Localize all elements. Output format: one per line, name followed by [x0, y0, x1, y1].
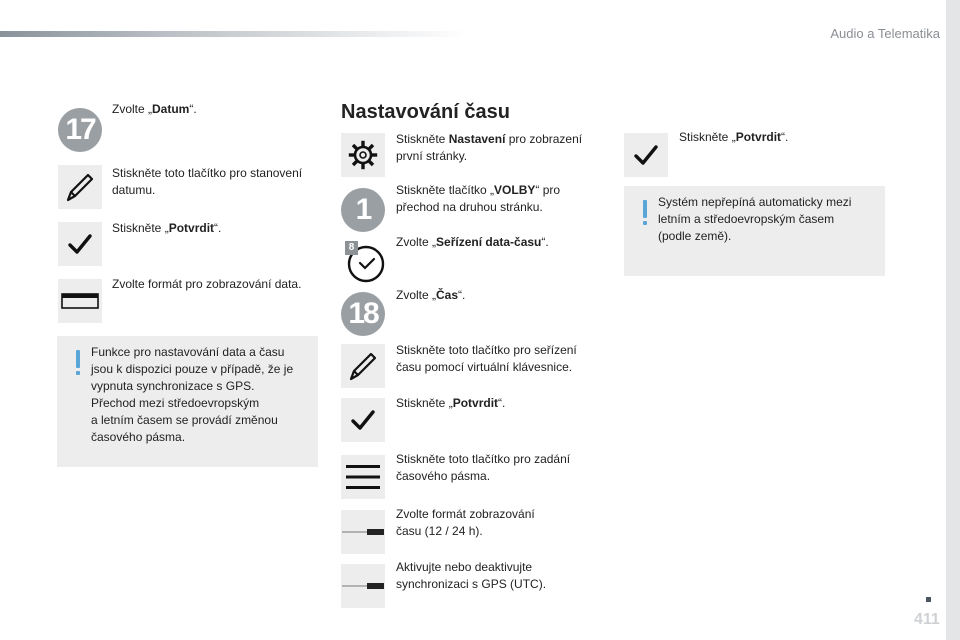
- info-box-date: [57, 336, 318, 467]
- time-format-toggle[interactable]: [341, 510, 385, 554]
- section-title: Audio a Telematika: [830, 26, 940, 41]
- info-text-date: Funkce pro nastavování data a času jsou k dispozici pouze v případě, že je vypnuta synchronizace s GPS. Přechod mezi středoevropským a letním časem se provádí změnou časového pásma.: [91, 345, 294, 444]
- page-edge-strip: [946, 0, 960, 640]
- gps-sync-instruction: Aktivujte nebo deaktivujte synchronizaci s GPS (UTC).: [396, 560, 547, 591]
- confirm-final-button[interactable]: [624, 133, 668, 177]
- time-zone-button[interactable]: [341, 455, 385, 499]
- pencil-icon: [345, 348, 381, 384]
- checkmark-icon: [633, 142, 659, 168]
- menu-badge: 8: [345, 241, 358, 255]
- confirm-button[interactable]: [58, 222, 102, 266]
- confirm-time-button[interactable]: [341, 398, 385, 442]
- confirm-time-instruction: Stiskněte „Potvrdit“.: [396, 396, 506, 410]
- header-gradient-bar: [0, 31, 470, 37]
- gps-sync-toggle[interactable]: [341, 564, 385, 608]
- clock-settings-button[interactable]: [341, 239, 387, 285]
- info-icon: [76, 350, 80, 368]
- edit-date-instruction: Stiskněte toto tlačítko pro stanovení datumu.: [112, 166, 303, 197]
- edit-time-instruction: Stiskněte toto tlačítko pro seřízení času pomocí virtuální klávesnice.: [396, 343, 577, 374]
- info-icon: [643, 200, 647, 218]
- info-text-time: Systém nepřepíná automaticky mezi letním a středoevropským časem (podle země).: [658, 195, 852, 243]
- info-icon-dot: [76, 371, 80, 375]
- pencil-icon: [62, 169, 98, 205]
- info-icon-dot: [643, 221, 647, 225]
- confirm-instruction: Stiskněte „Potvrdit“.: [112, 221, 222, 235]
- checkmark-icon: [67, 231, 93, 257]
- date-format-instruction: Zvolte formát pro zobrazování data.: [112, 277, 302, 291]
- gear-icon: [348, 140, 378, 170]
- edit-time-button[interactable]: [341, 344, 385, 388]
- date-format-selector[interactable]: [58, 279, 102, 323]
- confirm-final-instruction: Stiskněte „Potvrdit“.: [679, 130, 789, 144]
- page-number: 411: [914, 611, 940, 628]
- toggle-switch-icon: [341, 581, 385, 591]
- settings-instruction: Stiskněte Nastavení pro zobrazení první stránky.: [396, 132, 583, 163]
- step-1-text: Stiskněte tlačítko „VOLBY“ pro přechod na druhou stránku.: [396, 183, 561, 214]
- step-17-badge: 17: [58, 108, 102, 152]
- page-marker: [926, 597, 931, 602]
- page-title: Nastavování času: [341, 101, 510, 123]
- edit-button[interactable]: [58, 165, 102, 209]
- step-18-badge: 18: [341, 292, 385, 336]
- step-17-text: Zvolte „Datum“.: [112, 102, 197, 116]
- step-1-badge: 1: [341, 188, 385, 232]
- settings-button[interactable]: [341, 133, 385, 177]
- toggle-switch-icon: [341, 527, 385, 537]
- clock-settings-instruction: Zvolte „Seřízení data-času“.: [396, 235, 549, 249]
- info-box-time: [624, 186, 885, 276]
- time-zone-instruction: Stiskněte toto tlačítko pro zadání časového pásma.: [396, 452, 571, 483]
- format-bar-icon: [61, 293, 99, 309]
- checkmark-icon: [350, 407, 376, 433]
- time-format-instruction: Zvolte formát zobrazování času (12 / 24 h).: [396, 507, 535, 538]
- step-18-text: Zvolte „Čas“.: [396, 288, 466, 302]
- list-menu-icon: [345, 462, 381, 492]
